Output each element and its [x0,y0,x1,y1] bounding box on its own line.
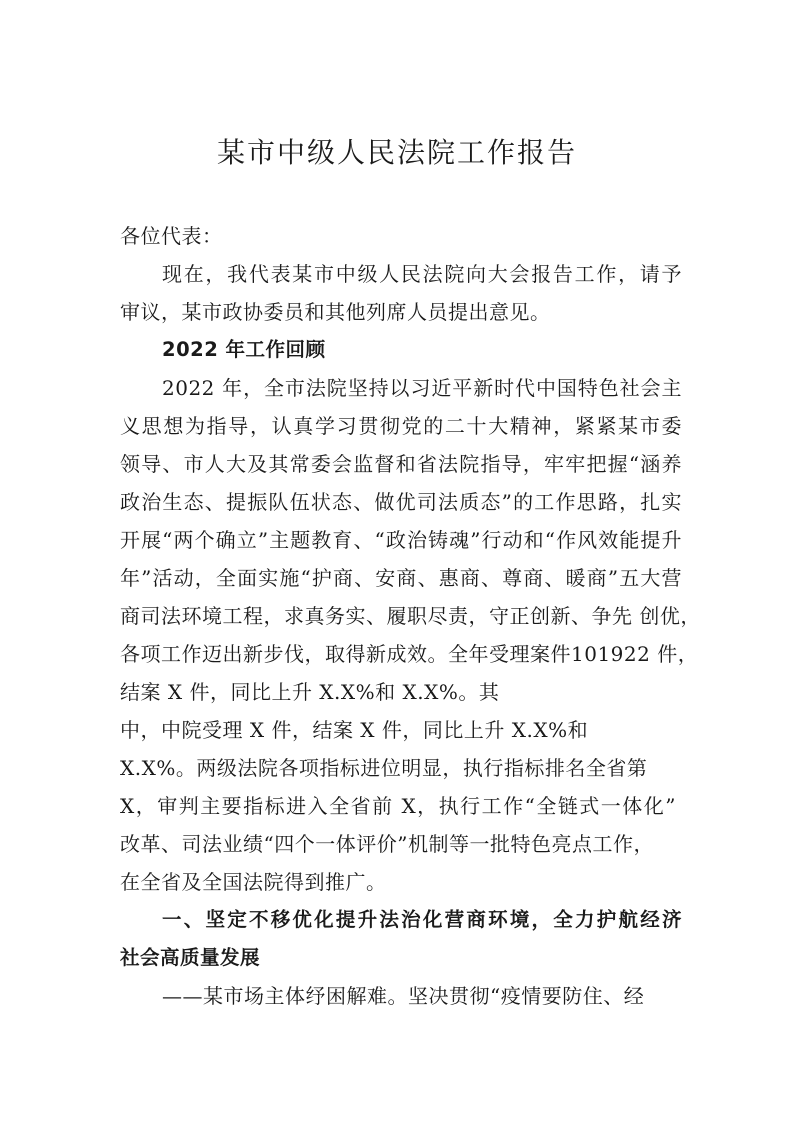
review-line: 各项工作迈出新步伐，取得新成效。全年受理案件101922 件， [120,642,699,666]
intro-line-1: 现在，我代表某市中级人民法院向大会报告工作，请予 [162,262,682,286]
review-line: 改革、司法业绩“四个一体评价”机制等一批特色亮点工作， [120,832,654,856]
review-line: 在全省及全国法院得到推广。 [120,870,387,894]
review-line: 中，中院受理 X 件，结案 X 件，同比上升 X.X%和 [120,718,589,742]
review-heading: 2022 年工作回顾 [162,338,326,361]
review-line: 年”活动，全面实施“护商、安商、惠商、尊商、暖商”五大营 [120,566,682,590]
review-line: 2022 年，全市法院坚持以习近平新时代中国特色社会主 [162,376,682,400]
salutation: 各位代表： [120,224,223,248]
intro-line-2: 审议，某市政协委员和其他列席人员提出意见。 [120,300,551,324]
section1-first-line: ——某市场主体纾困解难。坚决贯彻“疫情要防住、经 [162,984,645,1008]
document-title: 某市中级人民法院工作报告 [216,136,577,169]
review-line: X.X%。两级法院各项指标进位明显，执行指标排名全省第 [120,756,648,780]
review-line: 领导、市人大及其常委会监督和省法院指导，牢牢把握“涵养 [120,452,682,476]
review-line: 结案 X 件，同比上升 X.X%和 X.X%。其 [120,680,500,704]
review-line: 义思想为指导，认真学习贯彻党的二十大精神，紧紧某市委 [120,414,682,438]
section1-heading-line-1: 一、坚定不移优化提升法治化营商环境，全力护航经济 [162,908,682,931]
section1-heading-line-2: 社会高质量发展 [120,946,261,969]
review-line: 开展“两个确立”主题教育、“政治铸魂”行动和“作风效能提升 [120,528,682,552]
review-line: 商司法环境工程，求真务实、履职尽责，守正创新、争先 创优， [120,604,701,628]
review-line: X，审判主要指标进入全省前 X，执行工作“全链式一体化” [120,794,676,818]
review-line: 政治生态、提振队伍状态、做优司法质态”的工作思路，扎实 [120,490,682,514]
